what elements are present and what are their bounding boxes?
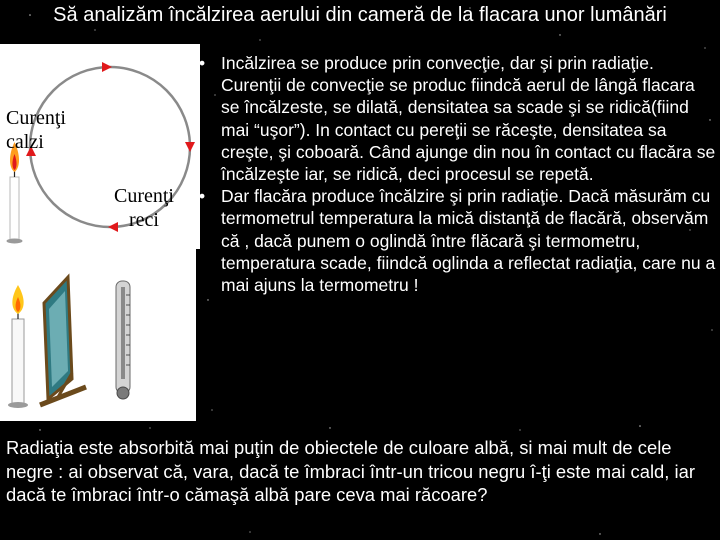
radiation-experiment-drawing: [0, 247, 196, 421]
bullet-text: Dar flacăra produce încălzire şi prin radiaţie. Dacă măsurăm cu termometrul temperatura la mică distanţă de flacără, observăm că , dacă punem o oglindă între flăcară şi termometru, temperatura scade, fiindcă oglinda a reflectat radiaţia, care nu a mai ajuns la termometru !: [221, 186, 716, 296]
mirror-icon: [40, 277, 86, 405]
convection-diagram: [0, 44, 200, 249]
bullet-radiation: • Dar flacăra produce încălzire şi prin radiaţie. Dacă măsurăm cu termometrul temperatura la mică distanţă de flacără, observăm că , dacă punem o oglindă între flăcară şi termometru, temperatura scade, fiindcă oglinda a reflectat radiaţia, care nu a mai ajuns la termometru !: [199, 186, 716, 296]
slide-title: Să analizăm încălzirea aerului din cameră de la flacara unor lumânări: [53, 4, 667, 26]
thermometer-icon: [116, 281, 130, 399]
candle-icon: [8, 285, 28, 408]
arrow-right-icon: [102, 62, 112, 72]
candle-icon: [7, 142, 23, 244]
bullet-convection: • Incălzirea se produce prin convecţie, dar şi prin radiaţie. Curenţii de convecţie se produc fiindcă aerul de lângă flacara se încălzeste, se dilată, densitatea sa scade şi se ridică(fiind mai “uşor”). In contact cu pereţii se răceşte, densitatea sa creşte, şi coboară. Când ajunge din nou în contact cu flacăra se încălzeşte iar, se ridică, deci procesul se repetă.: [199, 53, 716, 185]
radiation-experiment-illustration: [0, 247, 196, 421]
arrow-down-icon: [185, 142, 195, 152]
bullet-list: [196, 52, 718, 296]
hot-currents-label: Curenţi calzi: [6, 107, 66, 153]
bullet-text: Incălzirea se produce prin convecţie, dar şi prin radiaţie. Curenţii de convecţie se produc fiindcă aerul de lângă flacara se încălzeste, se dilată, densitatea sa scade şi se ridică(fiind mai “uşor”). In contact cu pereţii se răceşte, densitatea sa creşte, şi coboară. Când ajunge din nou în contact cu flacăra se încălzeşte iar, se ridică, deci procesul se repetă.: [221, 53, 716, 185]
closing-paragraph: Radiaţia este absorbită mai puţin de obiectele de culoare albă, si mai mult de cele negre : ai observat că, vara, dacă te îmbraci într-un tricou negru î-ţi este mai cald, iar dacă te îmbraci într-o cămaşă albă pare ceva mai răcoare?: [6, 437, 695, 505]
cold-currents-label: Curenţi reci: [114, 185, 174, 231]
